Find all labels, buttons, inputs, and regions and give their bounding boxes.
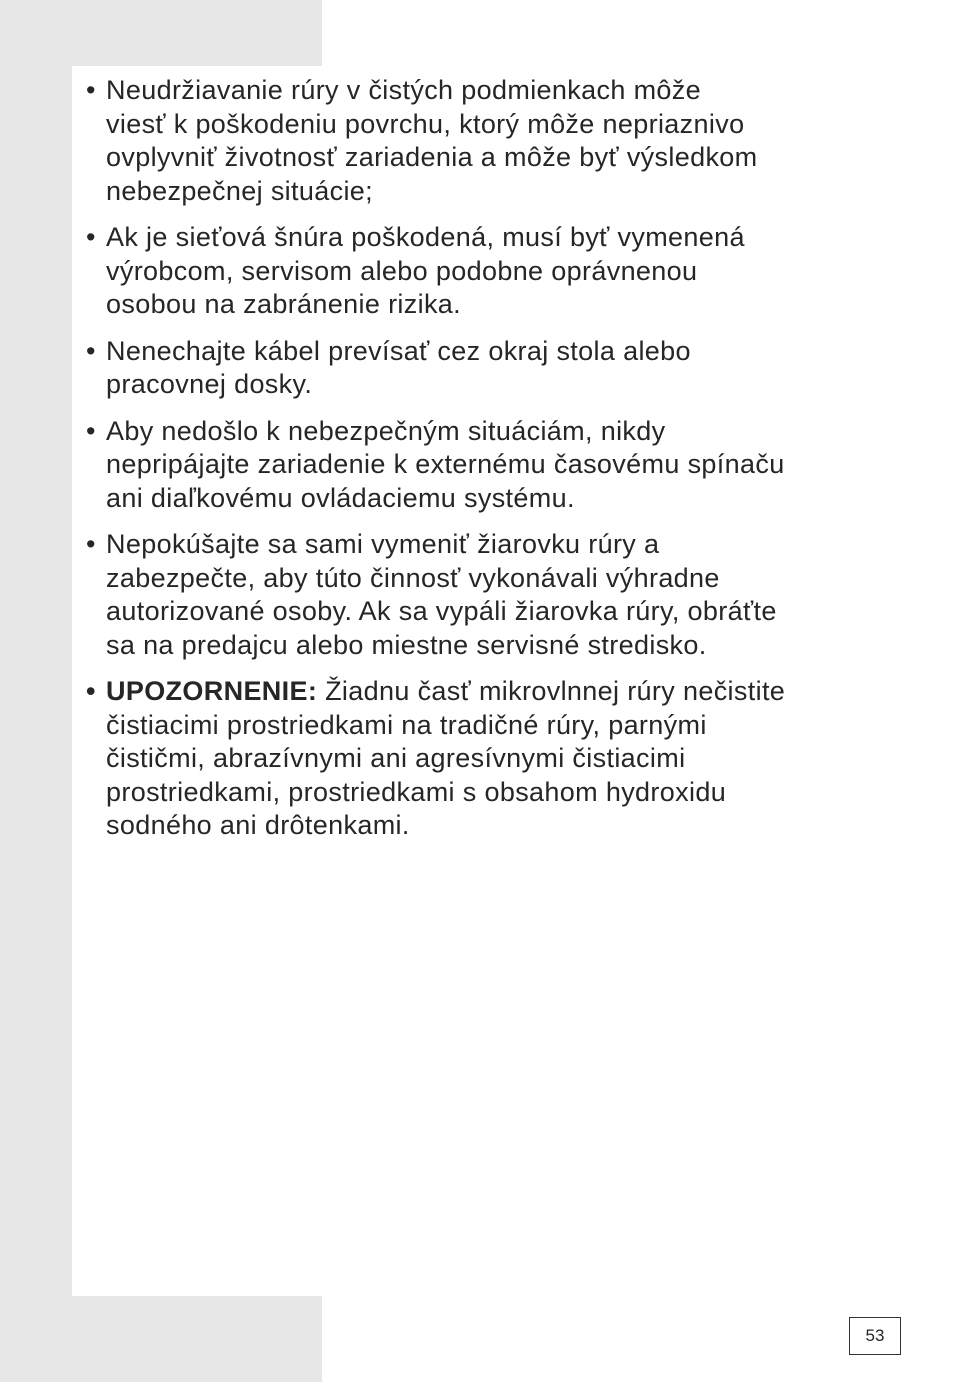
list-item-text: [106, 528, 876, 662]
text-line: ovplyvniť životnosť zariadenia a môže byť výsledkom: [106, 142, 758, 172]
text-line: čistiacimi prostriedkami na tradičné rúry, parnými: [106, 709, 707, 740]
warning-label: UPOZORNENIE:: [106, 676, 318, 706]
text-line: osobou na zabránenie rizika.: [106, 289, 462, 319]
bullet-icon: •: [86, 335, 96, 366]
list-item: [86, 221, 876, 322]
bullet-icon: •: [86, 75, 96, 105]
page-number: 53: [849, 1317, 901, 1355]
text-line: viesť k poškodeniu povrchu, ktorý môže nepriaznivo: [106, 108, 745, 139]
text-line: prostriedkami, prostriedkami s obsahom hydroxidu: [106, 776, 727, 807]
warning-item: [86, 675, 876, 843]
text-line: ani diaľkovému ovládaciemu systému.: [106, 482, 575, 513]
list-item: [86, 335, 876, 402]
bullet-icon: •: [86, 222, 96, 252]
safety-bullet-list: [86, 74, 876, 856]
text-line: Ak je sieťová šnúra poškodená, musí byť vymenená: [106, 222, 745, 252]
bullet-icon: •: [86, 415, 96, 446]
text-line: Nepokúšajte sa sami vymeniť žiarovku rúry a: [106, 529, 660, 559]
text-line: Neudržiavanie rúry v čistých podmienkach môže: [106, 75, 701, 105]
text-line: [106, 675, 876, 709]
bullet-icon: •: [86, 676, 96, 706]
text-line: nebezpečnej situácie;: [106, 175, 374, 206]
list-item: [86, 528, 876, 662]
text-line: autorizované osoby. Ak sa vypáli žiarovka rúry, obráťte: [106, 596, 777, 626]
text-line: nepripájajte zariadenie k externému časovému spínaču: [106, 449, 785, 479]
list-item-text: [106, 74, 876, 208]
text-line: Nenechajte kábel prevísať cez okraj stola alebo: [106, 335, 691, 366]
text-line: čističmi, abrazívnymi ani agresívnymi čistiacimi: [106, 743, 686, 773]
text-line: sodného ani drôtenkami.: [106, 810, 410, 840]
list-item: [86, 74, 876, 208]
warning-text: [106, 675, 876, 843]
list-item-text: [106, 335, 876, 402]
text-line: pracovnej dosky.: [106, 369, 313, 399]
text-line: sa na predajcu alebo miestne servisné stredisko.: [106, 629, 707, 660]
text-line: výrobcom, servisom alebo podobne oprávnenou: [106, 255, 698, 286]
text-line: zabezpečte, aby túto činnosť vykonávali výhradne: [106, 562, 720, 593]
list-item-text: [106, 221, 876, 322]
list-item: [86, 415, 876, 516]
warning-first-line: Žiadnu časť mikrovlnnej rúry nečistite: [317, 676, 786, 706]
bullet-icon: •: [86, 529, 96, 559]
text-line: Aby nedošlo k nebezpečným situáciám, nikdy: [106, 415, 666, 446]
list-item-text: [106, 415, 876, 516]
